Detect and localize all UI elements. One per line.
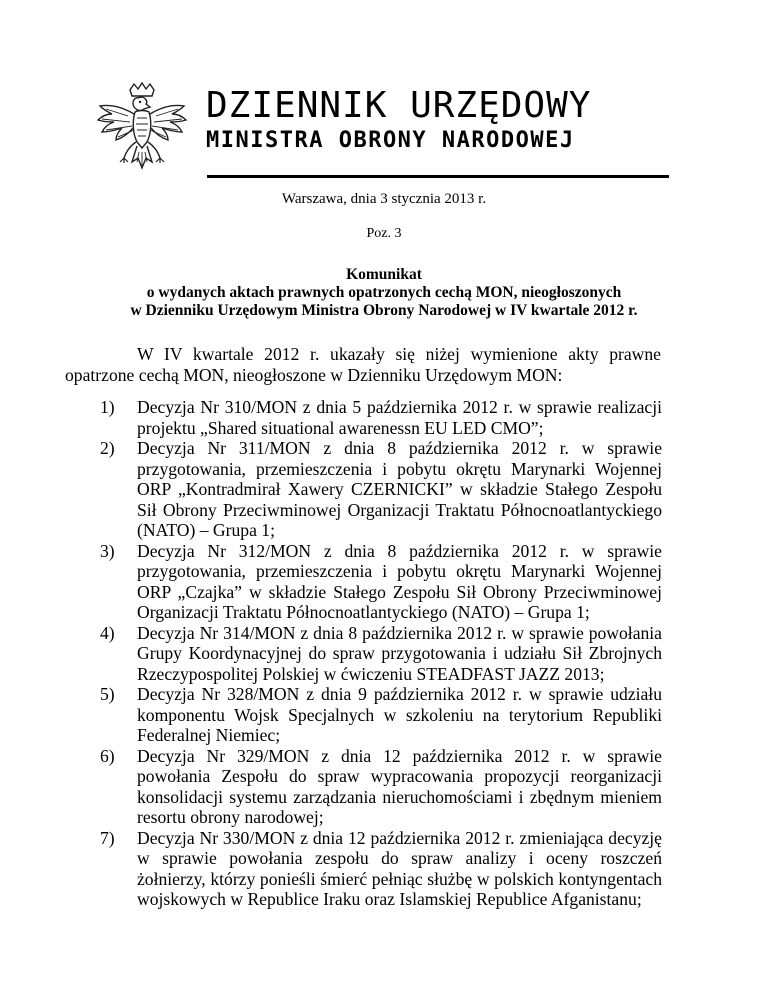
item-text: Decyzja Nr 328/MON z dnia 9 października 2012 r. w sprawie udziału komponentu Wojsk Specjalnych w szkoleniu na terytorium Republiki Federalnej Niemiec;: [137, 684, 662, 745]
list-item: [100, 541, 662, 623]
list-item: [100, 828, 662, 910]
item-text: Decyzja Nr 312/MON z dnia 8 października 2012 r. w sprawie przygotowania, przemieszczenia i pobytu okrętu Marynarki Wojennej ORP „Czajka” w składzie Stałego Zespołu Sił Obrony Przeciwminowej Organizacji Traktatu Północnoatlantyckiego (NATO) – Grupa 1;: [137, 540, 662, 622]
list-item: [100, 397, 662, 438]
intro-line-2: opatrzone cechą MON, nieogłoszone w Dzienniku Urzędowym MON:: [65, 364, 563, 385]
item-number: 2): [100, 438, 115, 458]
item-number: 1): [100, 397, 115, 417]
item-text: Decyzja Nr 329/MON z dnia 12 października 2012 r. w sprawie powołania Zespołu do spraw wypracowania propozycji reorganizacji konsolidacji systemu zarządzania nieruchomościami i zbędnym mieniem resortu obrony narodowej;: [137, 745, 662, 827]
item-text: Decyzja Nr 314/MON z dnia 8 października 2012 r. w sprawie powołania Grupy Koordynacyjnej do spraw przygotowania i udziału Sił Zbrojnych Rzeczypospolitej Polskiej w ćwiczeniu STEADFAST JAZZ 2013;: [137, 622, 662, 684]
item-number: 6): [100, 745, 115, 766]
item-text: Decyzja Nr 310/MON z dnia 5 października 2012 r. w sprawie realizacji projektu „Shared situational awarenessn EU LED CMO”;: [137, 397, 662, 438]
intro-paragraph: [65, 344, 661, 385]
heading-line-2: o wydanych aktach prawnych opatrzonych cechą MON, nieogłoszonych: [146, 284, 622, 301]
item-text: Decyzja Nr 330/MON z dnia 12 października 2012 r. zmieniająca decyzję w sprawie powołania zespołu do spraw analizy i oceny roszczeń żołnierzy, którzy ponieśli śmierć pełniąc służbę w polskich kontyngentach wojskowych w Republice Iraku oraz Islamskiej Republice Afganistanu;: [137, 827, 662, 909]
publication-title: DZIENNIK URZĘDOWY: [206, 85, 592, 126]
polish-eagle-emblem-icon: [92, 82, 192, 182]
acts-list: [100, 397, 662, 910]
masthead: [92, 82, 692, 182]
document-heading: [0, 266, 768, 320]
list-item: [100, 623, 662, 685]
list-item: [100, 746, 662, 828]
item-number: 4): [100, 622, 115, 643]
item-number: 3): [100, 540, 115, 561]
item-number: 7): [100, 827, 115, 848]
intro-line-1: W IV kwartale 2012 r. ukazały się niżej wymienione akty prawne: [137, 344, 661, 364]
item-number: 5): [100, 684, 115, 704]
position-number: Poz. 3: [366, 226, 402, 241]
item-text: Decyzja Nr 311/MON z dnia 8 października 2012 r. w sprawie przygotowania, przemieszczenia i pobytu okrętu Marynarki Wojennej ORP „Kontradmirał Xawery CZERNICKI” w składzie Stałego Zespołu Sił Obrony Przeciwminowej Organizacji Traktatu Północnoatlantyckiego (NATO) – Grupa 1;: [137, 438, 662, 540]
header-divider: [207, 175, 669, 178]
heading-line-1: Komunikat: [346, 266, 422, 283]
heading-line-3: w Dzienniku Urzędowym Ministra Obrony Narodowej w IV kwartale 2012 r.: [130, 302, 638, 319]
list-item: [100, 684, 662, 746]
date-line: Warszawa, dnia 3 stycznia 2013 r.: [281, 191, 487, 207]
publication-subtitle: MINISTRA OBRONY NARODOWEJ: [206, 128, 575, 153]
list-item: [100, 438, 662, 541]
